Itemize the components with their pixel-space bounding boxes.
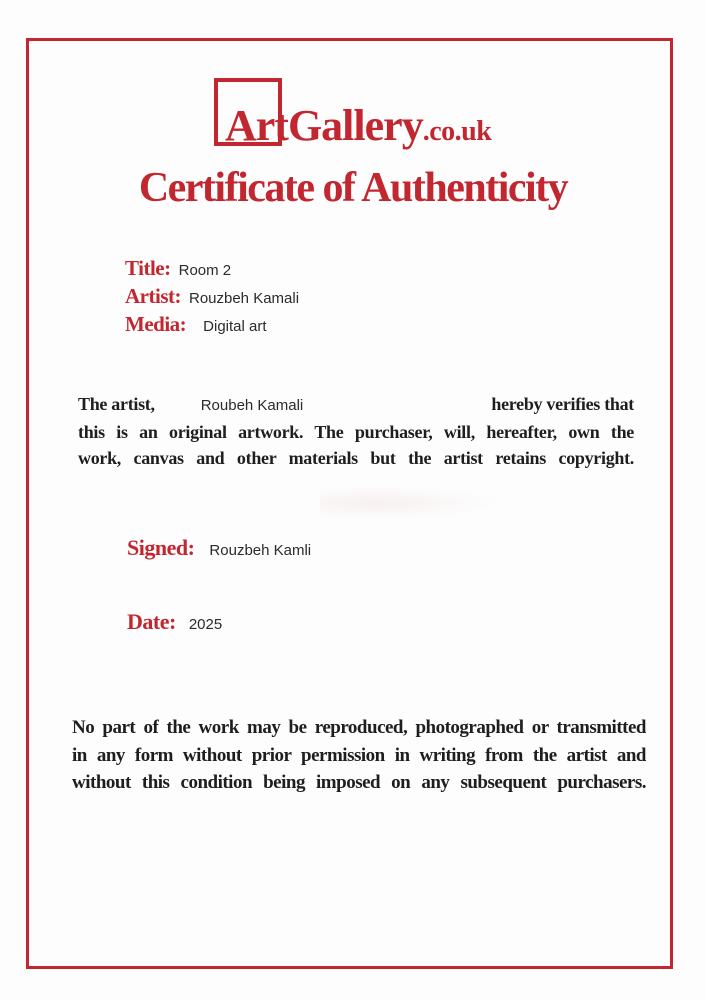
notice-line-1: No part of the work may be reproduced, photographed or transmitted [72, 717, 646, 738]
field-row-title [125, 256, 299, 284]
verification-line-2: this is an original artwork. The purchaser, will, hereafter, own the [78, 422, 634, 442]
verification-artist-name: Roubeh Kamali [200, 397, 304, 414]
artist-field-value: Rouzbeh Kamali [188, 290, 300, 307]
logo-name-text: ArtGallery [225, 101, 423, 150]
signed-value: Rouzbeh Kamli [209, 542, 312, 559]
signed-row [127, 534, 311, 562]
field-row-artist [125, 284, 299, 312]
media-field-label: Media: [125, 312, 187, 336]
verification-prefix: The artist, [78, 394, 155, 414]
certificate-heading: Certificate of Authenticity [138, 165, 568, 211]
logo-tld-text: .co.uk [422, 116, 492, 147]
field-row-media [125, 312, 299, 340]
verification-paragraph [78, 391, 634, 471]
logo-wordmark [225, 101, 492, 150]
date-label: Date: [127, 609, 176, 634]
notice-line-2: in any form without prior permission in writing from the artist and [72, 744, 646, 766]
date-row [127, 608, 222, 636]
artgallery-logo [214, 78, 534, 153]
verification-line-3: work, canvas and other materials but the artist retains copyright. [78, 448, 634, 468]
copyright-notice [72, 714, 646, 797]
title-field-label: Title: [125, 256, 171, 280]
faint-scan-smudge [320, 486, 500, 520]
signed-label: Signed: [127, 535, 195, 560]
artist-field-label: Artist: [125, 284, 181, 308]
verification-line-1 [78, 391, 634, 419]
media-field-value: Digital art [203, 318, 267, 335]
verification-suffix: hereby verifies that [491, 394, 634, 414]
title-field-value: Room 2 [178, 262, 232, 279]
date-value: 2025 [188, 616, 223, 633]
notice-line-3: without this condition being imposed on any subsequent purchasers. [72, 772, 646, 793]
artwork-fields [125, 256, 299, 340]
